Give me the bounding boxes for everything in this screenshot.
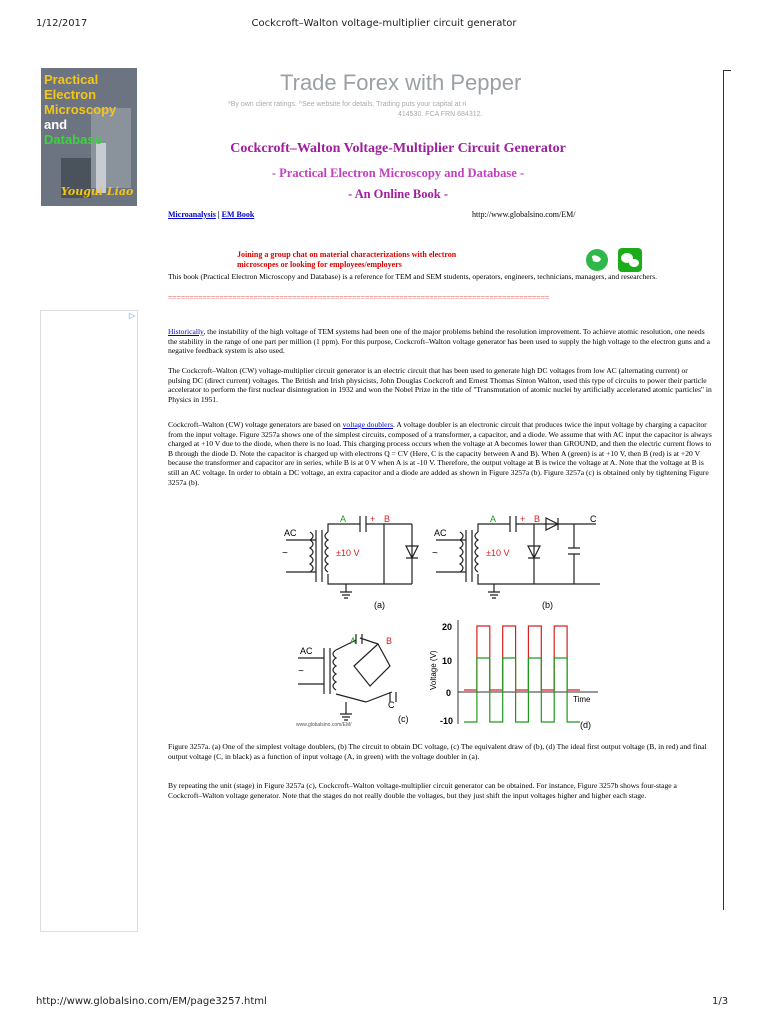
- intro-text: This book (Practical Electron Microscopy and Database) is a reference for TEM and SEM students, operators, engineers, technicians, managers, and researchers.: [168, 272, 658, 281]
- site-url: http://www.globalsino.com/EM/: [472, 210, 576, 219]
- ad-fine-print-2: 414530. FCA FRN 684312.: [398, 111, 483, 118]
- p1-text: , the instability of the high voltage of TEM systems had been one of the major problems behind the resolution improvement. To achieve atomic resolution, one needs the stability in the range of one part per million (1 ppm). For this purpose, Cockcroft–Walton voltage generator has been used to supply the high voltage to the electron guns and a negative feedback system is also used.: [168, 327, 710, 356]
- fig-c-label-c: C: [388, 700, 395, 710]
- figure-caption: Figure 3257a. (a) One of the simplest voltage doublers, (b) The circuit to obtain DC voltage, (c) The equivalent draw of (b), (d) The ideal first output voltage (B, in red) and final output voltage (C, in black) as a function of input voltage (A, in green) with the voltage doubler in (a).: [168, 742, 707, 761]
- tick-20: 20: [442, 622, 453, 632]
- separator-line: =========================================================================================: [168, 293, 550, 302]
- ad-fine-print: *By own client ratings. ^See website for details. Trading puts your capital at ri: [228, 101, 467, 108]
- side-ad-frame[interactable]: [40, 310, 138, 932]
- print-date: 1/12/2017: [36, 18, 88, 29]
- cover-line-3: Microscopy: [44, 102, 117, 117]
- subtitle-text: - Practical Electron Microscopy and Database -: [271, 166, 525, 180]
- fig-a-tilde: ~: [282, 548, 288, 559]
- fig-c-ac-label: AC: [300, 646, 313, 656]
- fig-label-b: (b): [542, 600, 553, 610]
- fig-a-label-b: B: [384, 514, 391, 524]
- nav-microanalysis-link[interactable]: Microanalysis: [168, 210, 216, 219]
- cover-author: Yougui Liao: [61, 185, 134, 198]
- fig-c-label-b: B: [386, 636, 393, 646]
- plot-y-label: Voltage (V): [429, 650, 438, 690]
- cover-line-1: Practical: [44, 72, 99, 87]
- fig-b-plus: +: [520, 514, 526, 524]
- fig-a-plus: +: [370, 514, 376, 524]
- fig-a-voltage: ±10 V: [336, 548, 360, 558]
- cover-line-4: and: [44, 117, 68, 132]
- book-cover-image[interactable]: [41, 68, 137, 206]
- chat-icons[interactable]: [585, 247, 645, 273]
- chat-line-2: microscopes or looking for employees/employers: [237, 260, 402, 269]
- print-title: Cockcroft–Walton voltage-multiplier circuit generator: [251, 18, 517, 29]
- tick-10: 10: [442, 656, 453, 666]
- footer-url: http://www.globalsino.com/EM/page3257.html: [36, 996, 267, 1007]
- fig-b-tilde: ~: [432, 548, 438, 559]
- fig-b-voltage: ±10 V: [486, 548, 510, 558]
- fig-b-label-b: B: [534, 514, 541, 524]
- paragraph-4: By repeating the unit (stage) in Figure 3257a (c), Cockcroft–Walton voltage-multiplier circuit generator can be obtained. For instance, Figure 3257b shows four-stage a Cockcroft–Walton voltage generator. Note that the stages do not really double the voltages, but they just shift the input voltages higher and higher each stage.: [168, 781, 677, 800]
- fig-b-label-c: C: [590, 514, 597, 524]
- ad-title[interactable]: Trade Forex with Pepper: [280, 70, 522, 95]
- nav-em-book-link[interactable]: EM Book: [221, 210, 255, 219]
- historically-link[interactable]: Historically: [168, 327, 204, 336]
- figure-3257a: [280, 512, 620, 734]
- nav-separator: |: [215, 210, 222, 219]
- fig-label-c: (c): [398, 714, 409, 724]
- fig-watermark: www.globalsino.com/EM/: [296, 722, 352, 728]
- side-frame-top: [723, 70, 731, 71]
- fig-a-ac-label: AC: [284, 528, 297, 538]
- adchoices-icon[interactable]: ▷: [128, 311, 135, 320]
- page-subtitle-2: - An Online Book -: [347, 187, 449, 201]
- paragraph-2: The Cockcroft–Walton (CW) voltage-multiplier circuit generator is an electric circuit that has been used to generate high DC voltages from low AC (alternating current) or pulsing DC (direct current) voltages. The British and Irish physicists, John Douglas Cockcroft and Ernest Thomas Sinton Walton, used this type of circuits to power their particle accelerator to perform the first nuclear disintegration in 1932 and won the Nobel Prize in the title of "Transmutation of atomic nuclei by artificially accelerated atomic particles" in Physics in 1951.: [168, 366, 712, 404]
- paragraph-3: [168, 420, 712, 487]
- p3-text-b: . A voltage doubler is an electronic circuit that produces twice the input voltage by charging a capacitor from the input voltage. Figure 3257a shows one of the simplest circuits, composed of a transformer, a capacitor, and a diode. We assume that with AC input the capacitor is always charged at +10 V due to the diode, when there is no load. This charging process occurs when the voltage at A becomes lower than GROUND, and then the electric current flows to B through the diode D. Note the capacitor is charged up with electrons Q = CV (Here, C is the capacity between A and B). When A (green) is at +10 V, then B (red) is at +20 V because the transformer and capacitor are in series, while B is at 0 V when A is at -10 V. Therefore, the output voltage at B is twice the voltage at A. Note that the voltage at B is still an AC voltage. In order to obtain a DC voltage, an extra capacitor and a diode are added as shown in Figure 3257a (b). Figure 3257a (c) is obtained only by tightening Figure 3257a (b).: [168, 420, 712, 487]
- fig-c-tilde: ~: [298, 666, 304, 677]
- nav-links: [168, 210, 254, 219]
- fig-label-d: (d): [580, 720, 591, 730]
- fig-a-label-a: A: [340, 514, 347, 524]
- chat-line-1: Joining a group chat on material characterizations with electron: [237, 250, 457, 259]
- cover-line-5: Database: [44, 132, 102, 147]
- group-chat-notice[interactable]: [237, 250, 456, 270]
- p3-text-a: Cockcroft–Walton (CW) voltage generators are based on: [168, 420, 343, 429]
- voltage-plot: [429, 620, 598, 730]
- paragraph-1: [168, 327, 712, 356]
- plot-x-label: Time: [573, 695, 591, 704]
- fig-c-label-a: A: [350, 636, 357, 646]
- cover-line-2: Electron: [44, 87, 97, 102]
- fig-b-label-a: A: [490, 514, 497, 524]
- page-subtitle: [168, 166, 628, 181]
- fig-b-ac-label: AC: [434, 528, 447, 538]
- tick-0: 0: [446, 688, 452, 698]
- footer-page: 1/3: [712, 996, 729, 1007]
- side-frame-line: [723, 70, 724, 910]
- voltage-doublers-link[interactable]: voltage doublers: [342, 420, 394, 429]
- fig-label-a: (a): [374, 600, 385, 610]
- tick-minus-10: -10: [440, 716, 454, 726]
- page-title: Cockcroft–Walton Voltage-Multiplier Circuit Generator: [230, 141, 566, 156]
